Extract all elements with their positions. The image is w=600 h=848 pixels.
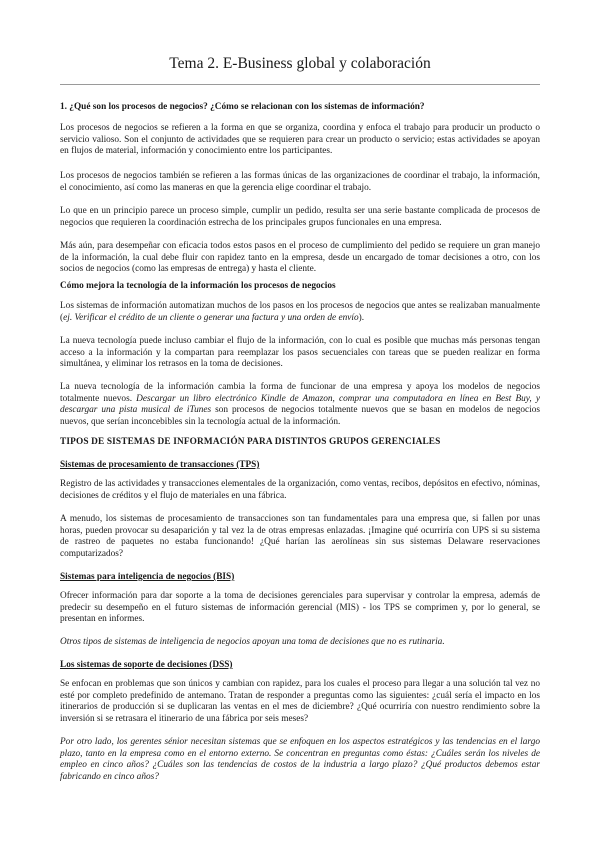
section-1-paragraph-1: Los procesos de negocios se refieren a la forma en que se organiza, coordina y enfoca el trabajo para producir un producto o servicio valioso. Son el conjunto de actividades que se requieren para crear un producto o servicio; estas actividades se apoyan en flujos de material, información y conocimiento entre los participantes. xyxy=(60,123,540,157)
section-3-heading: TIPOS DE SISTEMAS DE INFORMACIÓN PARA DISTINTOS GRUPOS GERENCIALES xyxy=(60,437,441,447)
document-title: Tema 2. E-Business global y colaboración xyxy=(169,55,431,72)
tps-heading: Sistemas de procesamiento de transacciones (TPS) xyxy=(60,460,260,470)
tps-paragraph-1: Registro de las actividades y transacciones elementales de la organización, como ventas, recibos, depósitos en efectivo, nóminas, decisiones de créditos y el flujo de materiales en una fábrica. xyxy=(60,479,540,501)
section-2-paragraph-1-text: Los sistemas de información automatizan muchos de los pasos en los procesos de negocios que antes se realizaban manualmente ( xyxy=(60,301,540,323)
bis-heading: Sistemas para inteligencia de negocios (BIS) xyxy=(60,572,235,582)
tps-paragraph-2: A menudo, los sistemas de procesamiento de transacciones son tan fundamentales para una empresa que, si fallen por unas horas, pueden provocar su desaparición y tal vez la de otras empresas enlazadas. ¡Imagine qué ocurriría con UPS si su sistema de rastreo de paquetes no estaba funcionando! ¿Qué harían las aerolíneas sin sus sistemas Delaware reservaciones computarizados? xyxy=(60,514,540,559)
title-divider xyxy=(60,84,540,85)
section-2-paragraph-3-end: son procesos de negocios totalmente nuevos que se basan en modelos de negocios nuevos, que serían inconcebibles sin la tecnología actual de la información. xyxy=(60,405,541,427)
dss-paragraph-1: Se enfocan en problemas que son únicos y cambian con rapidez, para los cuales el proceso para llegar a una solución tal vez no esté por completo predefinido de antemano. Tratan de responder a preguntas como las siguientes: ¿cuál sería el impacto en los itinerarios de producción si se duplicaran las ventas en el mes de diciembre? ¿Qué ocurriría con nuestro rendimiento sobre la inversión si se retrasara el itinerario de una fábrica por seis meses? xyxy=(60,679,540,724)
section-2-paragraph-3-examples: Descargar un libro electrónico Kindle de Amazon, comprar una computadora en línea en Best Buy, y descargar una pista musical de iTunes xyxy=(60,393,540,416)
section-2-heading: Cómo mejora la tecnología de la información los procesos de negocios xyxy=(60,281,336,291)
section-1-paragraph-3: Lo que en un principio parece un proceso simple, cumplir un pedido, resulta ser una serie bastante complicada de procesos de negocios que requieren la coordinación estrecha de los principales grupos funcionales en una empresa. xyxy=(60,206,540,228)
section-1-paragraph-4: Más aún, para desempeñar con eficacia todos estos pasos en el proceso de cumplimiento del pedido se requiere un gran manejo de la información, la cual debe fluir con rapidez tanto en la empresa, desde un encargado de tomar decisiones a otro, con los socios de negocios (como las empresas de entrega) y hasta el cliente. xyxy=(60,241,540,275)
section-1-heading: 1. ¿Qué son los procesos de negocios? ¿Cómo se relacionan con los sistemas de información? xyxy=(60,102,425,112)
bis-paragraph-1: Ofrecer información para dar soporte a la toma de decisiones gerenciales para supervisar y controlar la empresa, además de predecir su desempeño en el futuro sistemas de información gerencial (MIS) - los TPS se comprimen y, por lo general, se presentan en informes. xyxy=(60,591,540,625)
bis-paragraph-2: Otros tipos de sistemas de inteligencia de negocios apoyan una toma de decisiones que no es rutinaria. xyxy=(60,637,445,647)
section-2-paragraph-1-end: ). xyxy=(358,312,365,323)
dss-heading: Los sistemas de soporte de decisiones (DSS) xyxy=(60,660,233,670)
section-2-paragraph-1 xyxy=(60,301,540,324)
dss-paragraph-2: Por otro lado, los gerentes sénior necesitan sistemas que se enfoquen en los aspectos estratégicos y las tendencias en el largo plazo, tanto en la empresa como en el entorno externo. Se concentran en preguntas como éstas: ¿Cuáles serán los niveles de empleo en cinco años? ¿Cuáles son las tendencias de costos de la industria a largo plazo? ¿Qué productos debemos estar fabricando en cinco años? xyxy=(60,737,540,782)
section-2-paragraph-3 xyxy=(60,382,540,428)
section-2-paragraph-2: La nueva tecnología puede incluso cambiar el flujo de la información, con lo cual es posible que muchas más personas tengan acceso a la información y la compartan para reemplazar los pasos secuenciales con tareas que se pueden realizar en forma simultánea, y eliminar los retrasos en la toma de decisiones. xyxy=(60,336,540,370)
section-1-paragraph-2: Los procesos de negocios también se refieren a las formas únicas de las organizaciones de coordinar el trabajo, la información, el conocimiento, así como las maneras en que la gerencia elige coordinar el trabajo. xyxy=(60,171,540,193)
section-2-paragraph-1-example: ej. Verificar el crédito de un cliente o generar una factura y una orden de envío xyxy=(63,312,359,323)
section-2-paragraph-3-text: La nueva tecnología de la información cambia la forma de funcionar de una empresa y apoya los modelos de negocios totalmente nuevos. xyxy=(60,382,540,404)
